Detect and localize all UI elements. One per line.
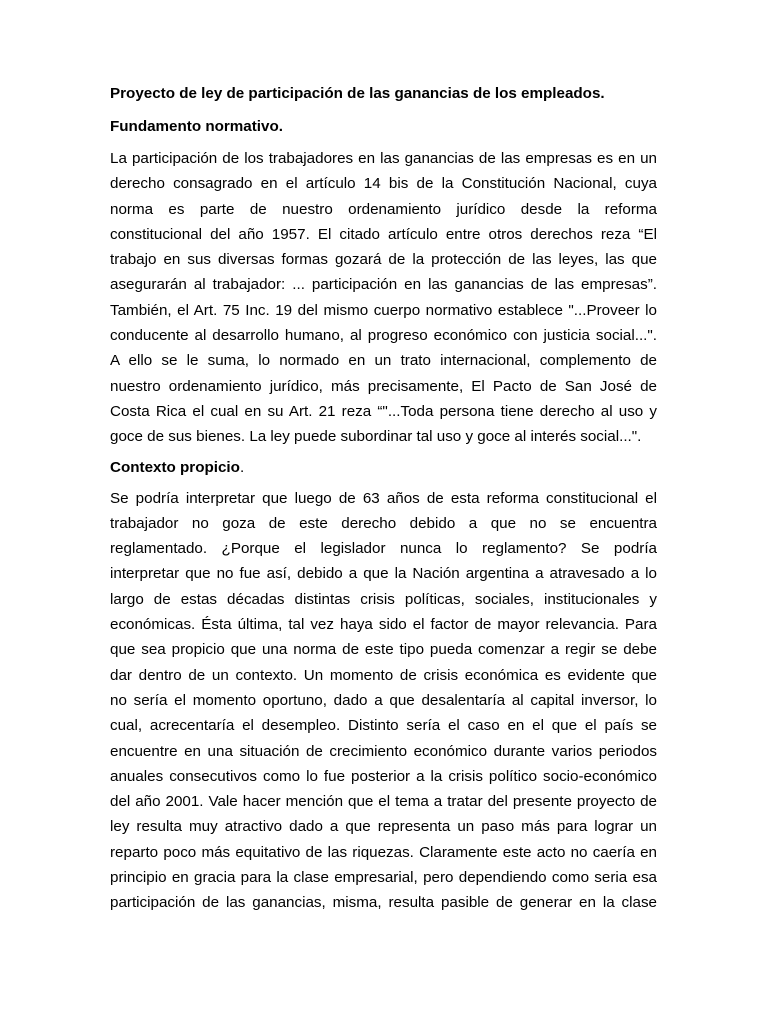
text-line: interpretar que no fue así, debido a que la Nación argentina a atravesado a lo bbox=[110, 565, 657, 583]
text-line: reparto poco más equitativo de las riquezas. Claramente este acto no caería en bbox=[110, 843, 657, 861]
document-page bbox=[110, 84, 657, 916]
text-line: derecho consagrado en el artículo 14 bis de la Constitución Nacional, cuya bbox=[110, 175, 657, 193]
text-line: norma es parte de nuestro ordenamiento jurídico desde la reforma bbox=[110, 200, 657, 218]
document-title: Proyecto de ley de participación de las ganancias de los empleados. bbox=[110, 85, 605, 102]
section-heading-contexto-suffix: . bbox=[239, 458, 245, 476]
text-line: trabajo en sus diversas formas gozará de la protección de las leyes, las que bbox=[110, 251, 657, 269]
text-line: conducente al desarrollo humano, al progreso económico con justicia social...". bbox=[110, 327, 657, 345]
text-line: La participación de los trabajadores en las ganancias de las empresas es en un bbox=[110, 150, 657, 167]
section-heading-contexto-text: Contexto propicio bbox=[110, 458, 240, 476]
text-line: A ello se le suma, lo normado en un trato internacional, complemento de bbox=[110, 352, 657, 370]
text-line: nuestro ordenamiento jurídico, más precisamente, El Pacto de San José de bbox=[110, 377, 657, 395]
text-line: asegurarán al trabajador: ... participación en las ganancias de las empresas”. bbox=[110, 276, 657, 294]
text-line: trabajador no goza de este derecho debido a que no se encuentra bbox=[110, 514, 657, 532]
section-heading-contexto bbox=[110, 458, 657, 477]
text-line: del año 2001. Vale hacer mención que el tema a tratar del presente proyecto de bbox=[110, 793, 657, 811]
text-line: que sea propicio que una norma de este tipo pueda comenzar a regir se debe bbox=[110, 641, 657, 659]
text-line: principio en gracia para la clase empresarial, pero dependiendo como seria esa bbox=[110, 869, 657, 887]
text-line: encuentre en una situación de crecimiento económico durante varios periodos bbox=[110, 742, 657, 760]
paragraph-fundamento bbox=[110, 146, 657, 450]
text-line: constitucional del año 1957. El citado artículo entre otros derechos reza “El bbox=[110, 225, 657, 243]
text-line: participación de las ganancias, misma, resulta pasible de generar en la clase bbox=[110, 894, 657, 912]
text-line: largo de estas décadas distintas crisis políticas, sociales, institucionales y bbox=[110, 590, 657, 608]
text-line: Se podría interpretar que luego de 63 años de esta reforma constitucional el bbox=[110, 489, 657, 507]
text-line: cual, acrecentaría el desempleo. Distinto sería el caso en el que el país se bbox=[110, 717, 657, 735]
text-line: goce de sus bienes. La ley puede subordinar tal uso y goce al interés social...". bbox=[110, 428, 642, 446]
text-line: dar dentro de un contexto. Un momento de crisis económica es evidente que bbox=[110, 666, 657, 684]
text-line: anuales consecutivos como lo fue posterior a la crisis político socio-económico bbox=[110, 767, 657, 785]
text-line: Costa Rica el cual en su Art. 21 reza “"...Toda persona tiene derecho al uso y bbox=[110, 402, 657, 420]
section-heading-fundamento: Fundamento normativo. bbox=[110, 118, 283, 135]
text-line: También, el Art. 75 Inc. 19 del mismo cuerpo normativo establece "...Proveer lo bbox=[110, 301, 657, 319]
paragraph-contexto bbox=[110, 486, 657, 916]
text-line: ley resulta muy atractivo dado a que representa un paso más para lograr un bbox=[110, 818, 657, 836]
text-line: económicas. Ésta última, tal vez haya sido el factor de mayor relevancia. Para bbox=[110, 616, 657, 634]
text-line: no sería el momento oportuno, dado a que desalentaría al capital inversor, lo bbox=[110, 691, 657, 709]
text-line: reglamentado. ¿Porque el legislador nunca lo reglamento? Se podría bbox=[110, 540, 657, 558]
